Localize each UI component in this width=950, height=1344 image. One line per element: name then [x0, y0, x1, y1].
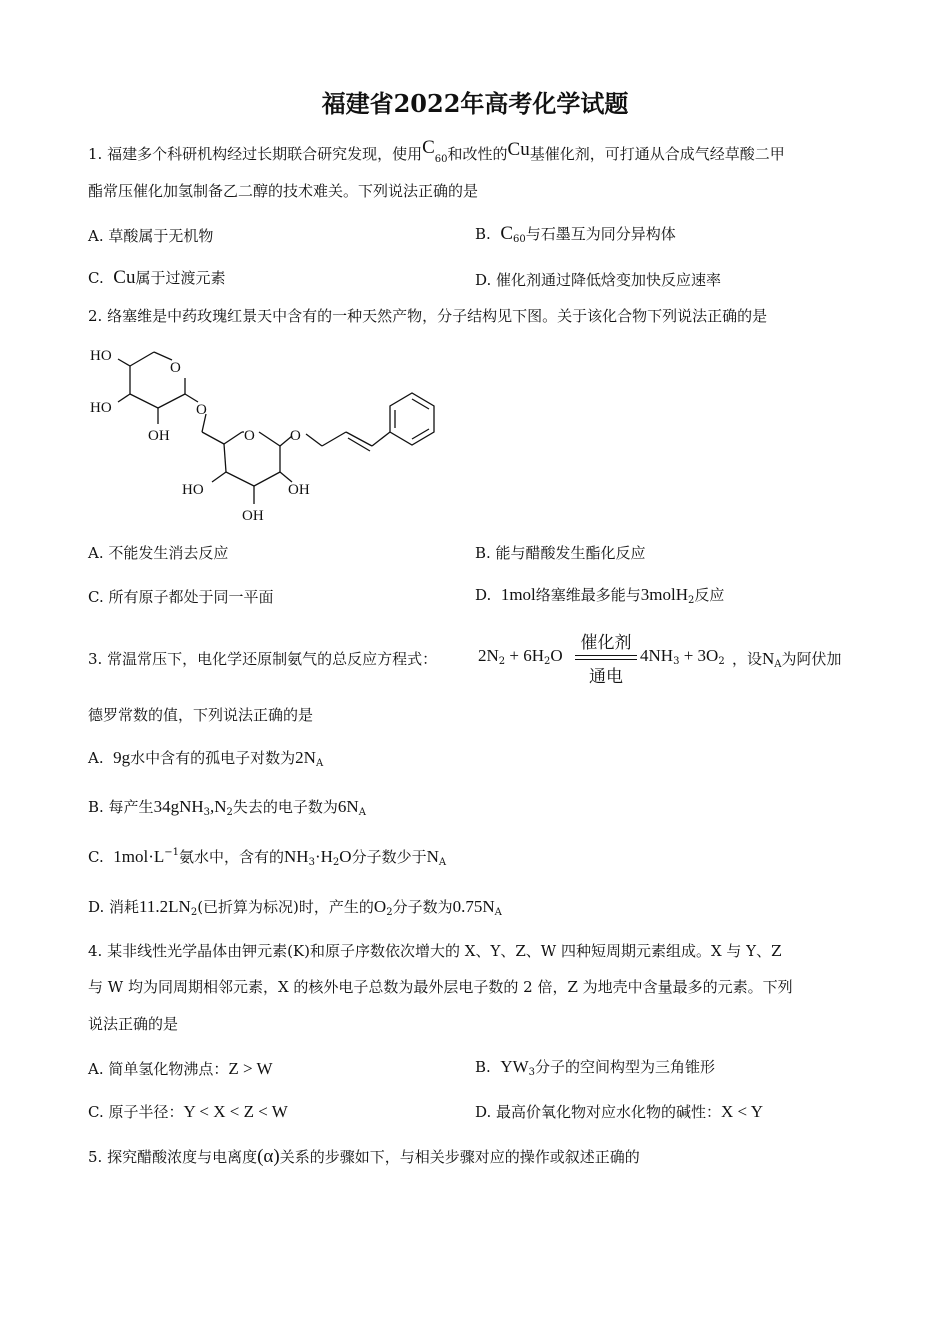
q2-option-b: B. 能与醋酸发生酯化反应	[475, 544, 646, 562]
q1-option-a: A. 草酸属于无机物	[88, 227, 214, 245]
q2-option-c: C. 所有原子都处于同一平面	[88, 588, 274, 606]
mol-label-o-4: O	[290, 428, 301, 444]
q1-stem-line2: 酯常压催化加氢制备乙二醇的技术难关。下列说法正确的是	[88, 182, 479, 200]
q1-option-b: B. $C_{60}$与石墨互为同分异构体	[475, 223, 676, 245]
mol-label-ho-3: HO	[182, 482, 204, 498]
molecule-structure-diagram	[84, 336, 444, 526]
mol-label-ho-1: HO	[90, 348, 112, 364]
q4-stem-line2: 与 W 均为同周期相邻元素，X 的核外电子总数为最外层电子数的 2 倍，Z 为地壳中含量最多的元素。下列	[88, 978, 793, 996]
q3-reaction-arrow-line-2	[575, 659, 637, 660]
q4-stem-line1: 4. 某非线性光学晶体由钾元素(K)和原子序数依次增大的 X、Y、Z、W 四种短周期元素组成。X 与 Y、Z	[88, 942, 782, 960]
mol-label-oh-3: OH	[242, 508, 264, 524]
mol-label-o-1: O	[170, 360, 181, 376]
page-title: 福建省2022年高考化学试题	[321, 89, 629, 118]
q3-equation-right: $4NH_3 + 3O_2$	[640, 646, 725, 667]
q4-stem-line3: 说法正确的是	[88, 1015, 179, 1033]
mol-label-oh-2: OH	[288, 482, 310, 498]
q3-option-d: D. 消耗$11.2LN_2$(已折算为标况)时，产生的$O_2$分子数为$0.75N_A$	[88, 897, 502, 918]
q2-option-a: A. 不能发生消去反应	[88, 544, 229, 562]
q4-option-c: C. 原子半径：Y < X < Z < W	[88, 1102, 288, 1121]
q3-reaction-arrow-line	[575, 655, 637, 656]
q1-stem-line1: 1. 福建多个科研机构经过长期联合研究发现，使用$C_{60}$和改性的Cu基催化剂，可打通从合成气经草酸二甲	[88, 137, 785, 165]
mol-label-oh-1: OH	[148, 428, 170, 444]
q4-option-b: B. $YW_3$分子的空间构型为三角锥形	[475, 1057, 716, 1078]
q3-equation-left: $2N_2 + 6H_2O$	[478, 646, 563, 667]
q3-option-b: B. 每产生$34gNH_3,N_2$失去的电子数为$6N_A$	[88, 797, 366, 818]
q1-option-d: D. 催化剂通过降低焓变加快反应速率	[475, 271, 722, 289]
q2-stem: 2. 络塞维是中药玫瑰红景天中含有的一种天然产物，分子结构见下图。关于该化合物下列说法正确的是	[88, 307, 768, 325]
q1-option-c: C. Cu属于过渡元素	[88, 267, 226, 288]
mol-label-o-2: O	[196, 402, 207, 418]
q4-option-d: D. 最高价氧化物对应水化物的碱性：X < Y	[475, 1102, 764, 1121]
q3-condition-top: 催化剂	[580, 633, 632, 653]
q3-option-a: A. 9g水中含有的孤电子对数为$2N_A$	[88, 748, 324, 769]
q3-condition-bottom: 通电	[589, 667, 623, 687]
q3-option-c: C. $1mol\cdot L^{-1}$氨水中，含有的$NH_3\cdot H_2O$分子数少于$N_A$	[88, 847, 447, 868]
mol-label-ho-2: HO	[90, 400, 112, 416]
q2-option-d: D. 1mol络塞维最多能与3molH$_2$反应	[475, 585, 725, 606]
mol-label-o-3: O	[244, 428, 255, 444]
q3-stem-line1-end: ，设$N_A$为阿伏加	[732, 649, 842, 670]
q5-stem: 5. 探究醋酸浓度与电离度(α)关系的步骤如下，与相关步骤对应的操作或叙述正确的	[88, 1146, 640, 1167]
q4-option-a: A. 简单氢化物沸点：Z > W	[88, 1059, 273, 1078]
q3-stem-line2: 德罗常数的值，下列说法正确的是	[88, 706, 314, 724]
q3-stem-line1: 3. 常温常压下，电化学还原制氨气的总反应方程式：	[88, 650, 438, 668]
